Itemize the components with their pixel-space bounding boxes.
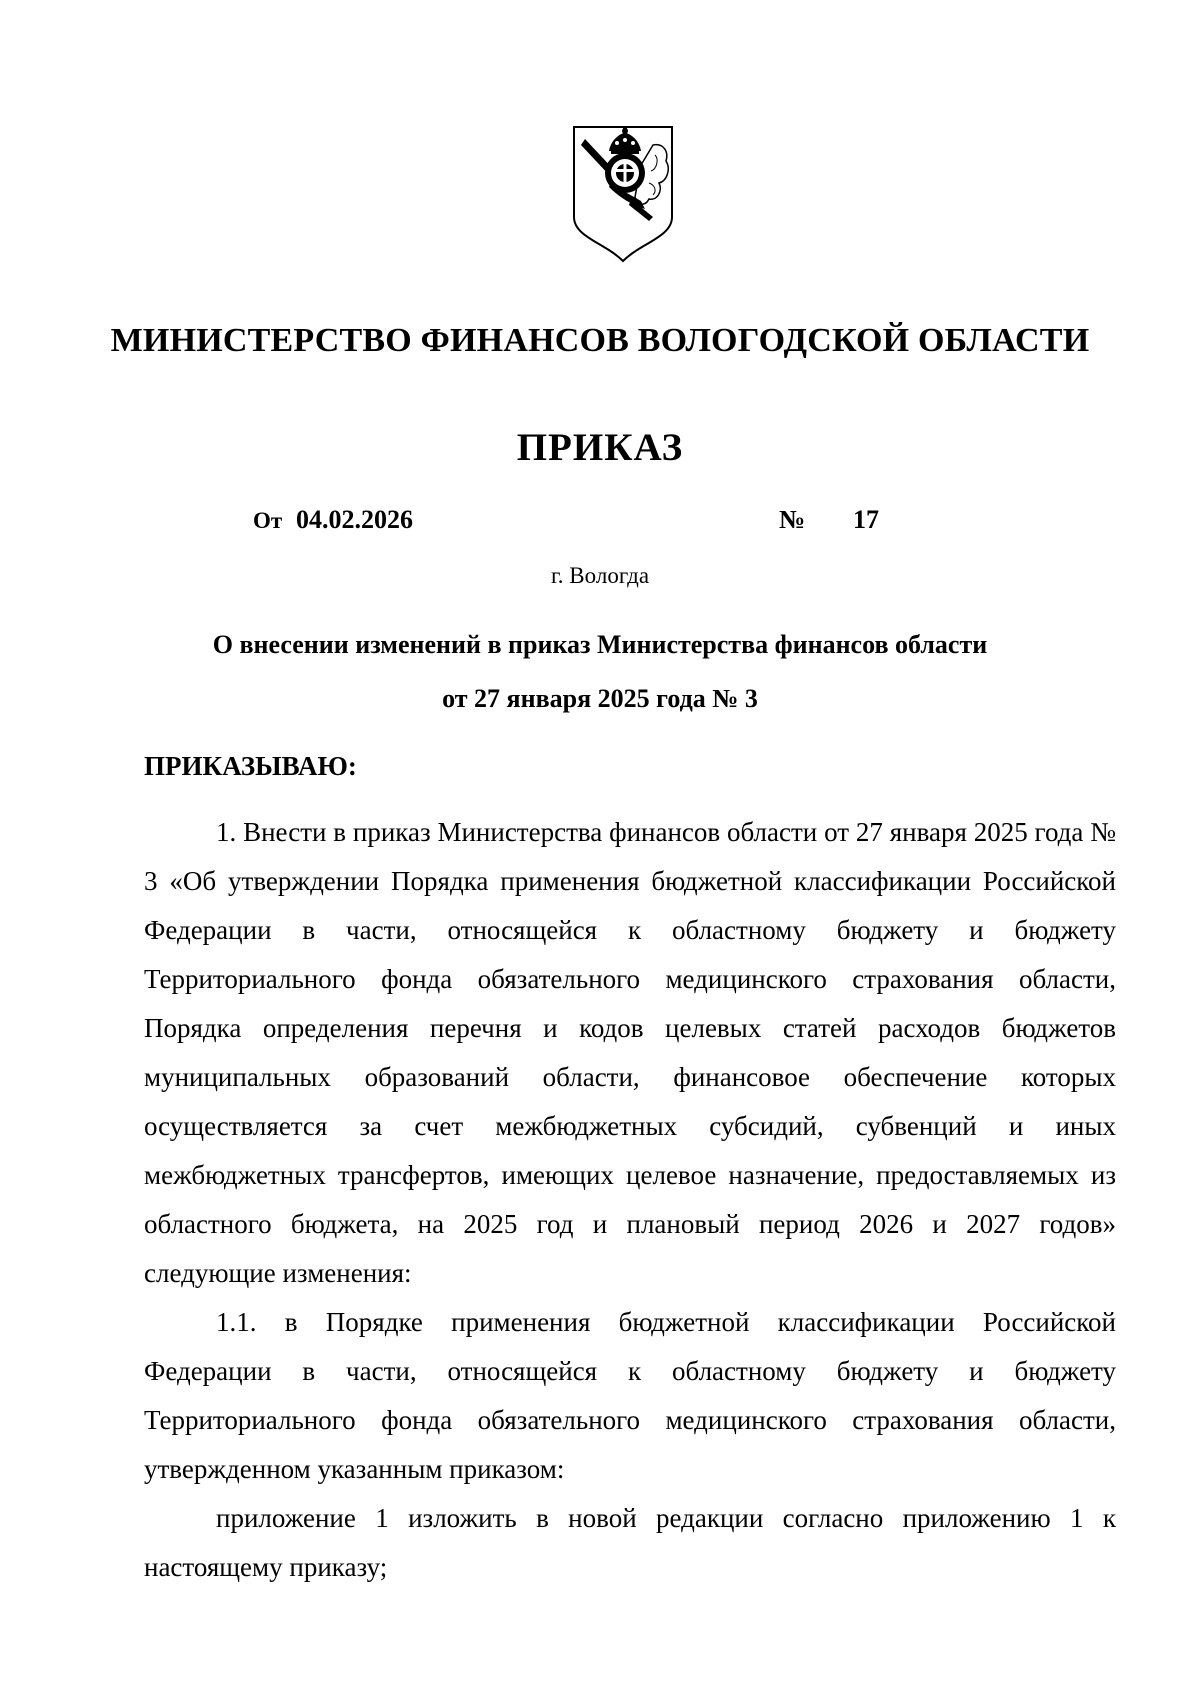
paragraph-1: 1. Внести в приказ Министерства финансов области от 27 января 2025 года № 3 «Об утверждении Порядка применения бюджетной классификации Российской Федерации в части, относящейся к областному бюджету и бюджету Территориального фонда обязательного медицинского страхования области, Порядка определения перечня и кодов целевых статей расходов бюджетов муниципальных образований области, финансовое обеспечение которых осуществляется за счет межбюджетных субсидий, субвенций и иных межбюджетных трансфертов, имеющих целевое назначение, предоставляемых из областного бюджета, на 2025 год и плановый период 2026 и 2027 годов» следующие изменения: xyxy=(144,817,1116,1288)
order-body xyxy=(144,808,1116,1592)
number-sign: № xyxy=(779,505,806,534)
order-title-line-1: О внесении изменений в приказ Министерства финансов области xyxy=(212,630,988,659)
order-date: 04.02.2026 xyxy=(296,505,413,534)
order-word: ПРИКАЗЫВАЮ: xyxy=(144,751,357,781)
order-number: 17 xyxy=(853,505,879,534)
order-title-line-2: от 27 января 2025 года № 3 xyxy=(442,684,758,713)
paragraph-1-1: 1.1. в Порядке применения бюджетной классификации Российской Федерации в части, относящейся к областному бюджету и бюджету Территориального фонда обязательного медицинского страхования области, утвержденном указанным приказом: xyxy=(144,1307,1116,1484)
document-type: ПРИКАЗ xyxy=(516,426,684,469)
ministry-name: МИНИСТЕРСТВО ФИНАНСОВ ВОЛОГОДСКОЙ ОБЛАСТИ xyxy=(110,322,1090,359)
paragraph-appendix: приложение 1 изложить в новой редакции согласно приложению 1 к настоящему приказу; xyxy=(144,1503,1116,1582)
city: г. Вологда xyxy=(550,563,650,588)
date-prefix: От xyxy=(253,508,283,533)
coat-of-arms-icon xyxy=(571,125,675,265)
